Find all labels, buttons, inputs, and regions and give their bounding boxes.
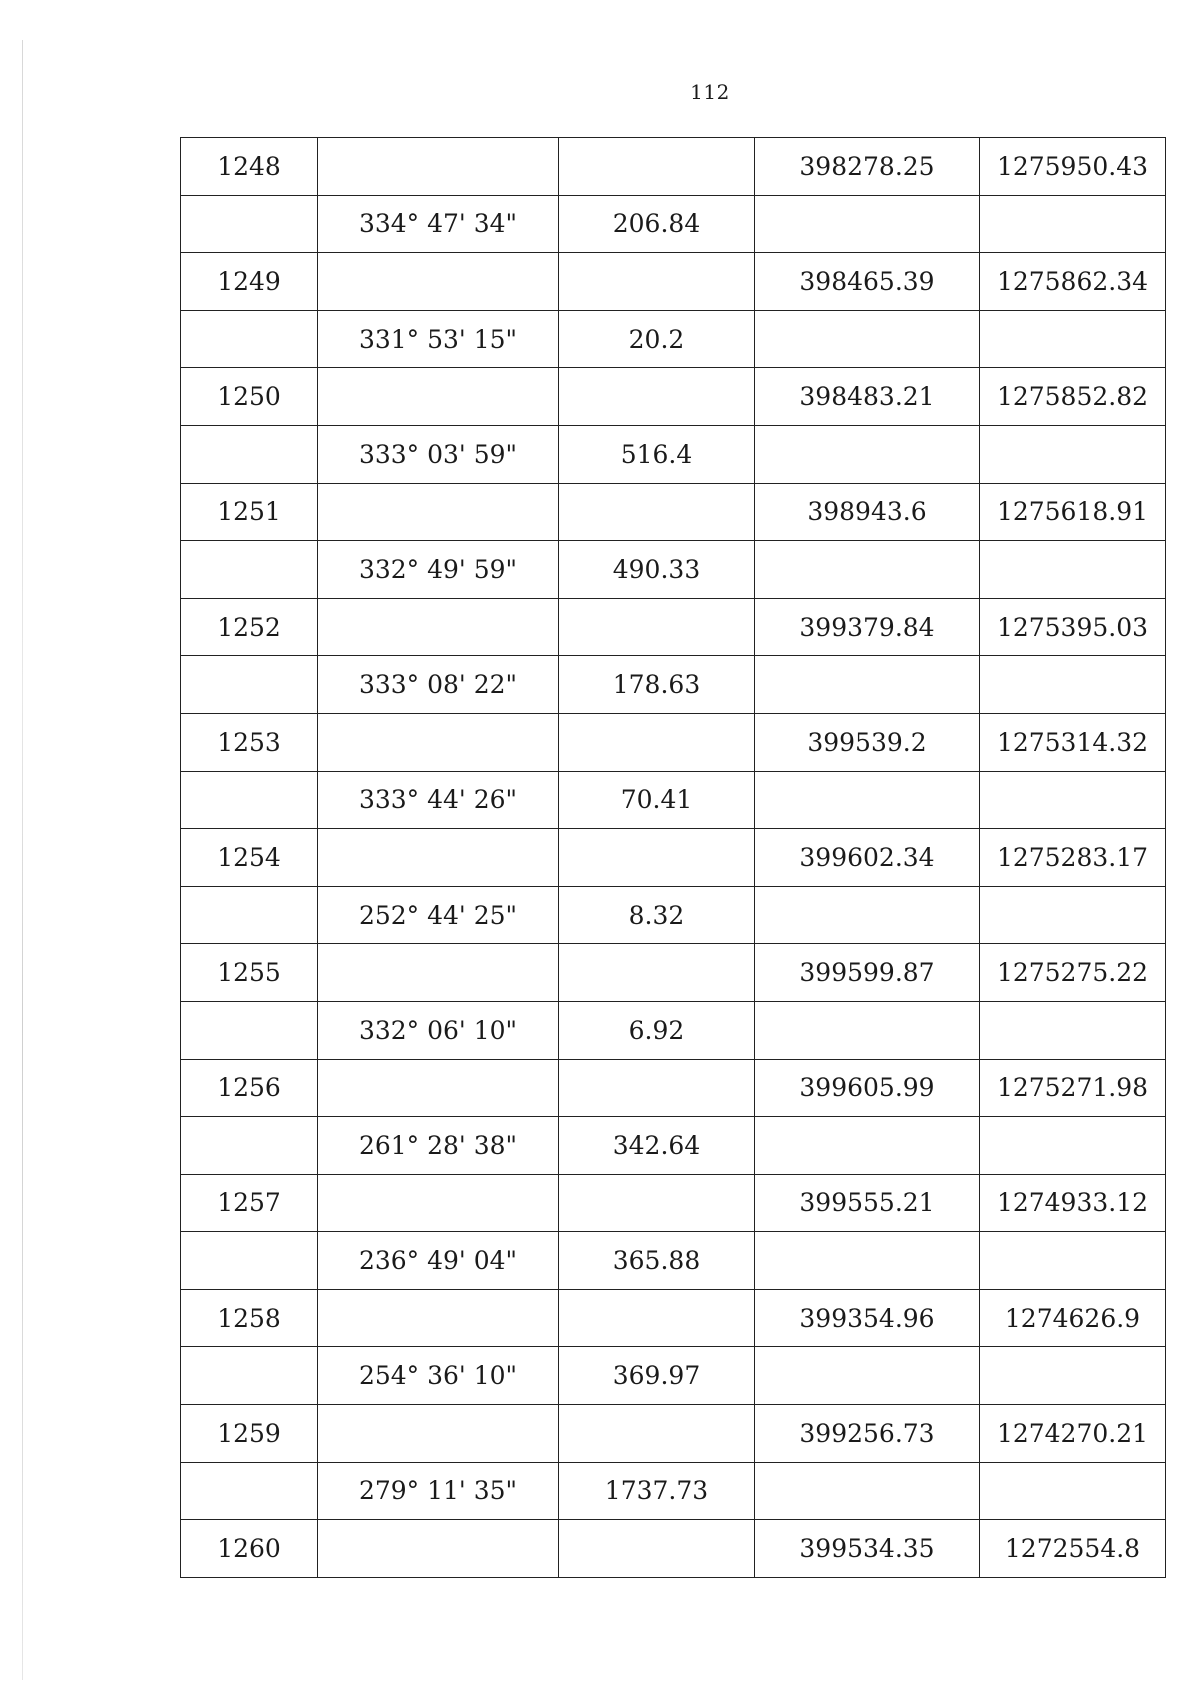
northing-cell bbox=[755, 1462, 980, 1520]
station-cell bbox=[181, 1232, 318, 1290]
northing-cell: 399602.34 bbox=[755, 829, 980, 887]
distance-cell: 1737.73 bbox=[559, 1462, 755, 1520]
distance-cell: 369.97 bbox=[559, 1347, 755, 1405]
station-cell bbox=[181, 425, 318, 483]
northing-cell: 399605.99 bbox=[755, 1059, 980, 1117]
distance-cell bbox=[559, 713, 755, 771]
station-cell: 1257 bbox=[181, 1174, 318, 1232]
easting-cell bbox=[980, 1347, 1166, 1405]
distance-cell: 206.84 bbox=[559, 195, 755, 253]
station-row bbox=[181, 1289, 1166, 1347]
distance-cell bbox=[559, 598, 755, 656]
station-row bbox=[181, 1520, 1166, 1578]
northing-cell bbox=[755, 1347, 980, 1405]
easting-cell bbox=[980, 1462, 1166, 1520]
distance-cell: 20.2 bbox=[559, 310, 755, 368]
easting-cell bbox=[980, 425, 1166, 483]
station-row bbox=[181, 1405, 1166, 1463]
distance-cell bbox=[559, 138, 755, 196]
bearing-cell bbox=[318, 253, 559, 311]
station-row bbox=[181, 944, 1166, 1002]
station-cell: 1259 bbox=[181, 1405, 318, 1463]
course-row bbox=[181, 1117, 1166, 1175]
bearing-cell bbox=[318, 944, 559, 1002]
distance-cell bbox=[559, 253, 755, 311]
bearing-cell bbox=[318, 483, 559, 541]
course-row bbox=[181, 425, 1166, 483]
station-row bbox=[181, 1174, 1166, 1232]
station-row bbox=[181, 598, 1166, 656]
distance-cell: 178.63 bbox=[559, 656, 755, 714]
station-cell: 1250 bbox=[181, 368, 318, 426]
bearing-cell: 279° 11' 35" bbox=[318, 1462, 559, 1520]
bearing-cell bbox=[318, 138, 559, 196]
station-row bbox=[181, 368, 1166, 426]
station-cell bbox=[181, 771, 318, 829]
course-row bbox=[181, 1232, 1166, 1290]
station-cell bbox=[181, 886, 318, 944]
northing-cell bbox=[755, 886, 980, 944]
northing-cell bbox=[755, 541, 980, 599]
station-row bbox=[181, 138, 1166, 196]
easting-cell: 1274933.12 bbox=[980, 1174, 1166, 1232]
distance-cell bbox=[559, 829, 755, 887]
distance-cell: 516.4 bbox=[559, 425, 755, 483]
northing-cell bbox=[755, 1001, 980, 1059]
easting-cell: 1275275.22 bbox=[980, 944, 1166, 1002]
distance-cell: 490.33 bbox=[559, 541, 755, 599]
distance-cell bbox=[559, 944, 755, 1002]
station-row bbox=[181, 713, 1166, 771]
station-cell: 1249 bbox=[181, 253, 318, 311]
course-row bbox=[181, 541, 1166, 599]
station-cell: 1251 bbox=[181, 483, 318, 541]
survey-coordinates-table bbox=[180, 137, 1166, 1578]
station-cell bbox=[181, 1347, 318, 1405]
bearing-cell: 261° 28' 38" bbox=[318, 1117, 559, 1175]
northing-cell: 399534.35 bbox=[755, 1520, 980, 1578]
easting-cell: 1274270.21 bbox=[980, 1405, 1166, 1463]
course-row bbox=[181, 195, 1166, 253]
bearing-cell bbox=[318, 598, 559, 656]
course-row bbox=[181, 656, 1166, 714]
bearing-cell: 331° 53' 15" bbox=[318, 310, 559, 368]
northing-cell: 399379.84 bbox=[755, 598, 980, 656]
bearing-cell bbox=[318, 1174, 559, 1232]
northing-cell bbox=[755, 656, 980, 714]
station-cell bbox=[181, 195, 318, 253]
station-cell bbox=[181, 1462, 318, 1520]
easting-cell bbox=[980, 541, 1166, 599]
bearing-cell bbox=[318, 1289, 559, 1347]
distance-cell: 70.41 bbox=[559, 771, 755, 829]
distance-cell bbox=[559, 1289, 755, 1347]
distance-cell bbox=[559, 1059, 755, 1117]
station-cell bbox=[181, 1117, 318, 1175]
bearing-cell: 254° 36' 10" bbox=[318, 1347, 559, 1405]
course-row bbox=[181, 310, 1166, 368]
table-body bbox=[181, 138, 1166, 1578]
northing-cell: 398465.39 bbox=[755, 253, 980, 311]
northing-cell: 399539.2 bbox=[755, 713, 980, 771]
northing-cell bbox=[755, 195, 980, 253]
station-cell: 1258 bbox=[181, 1289, 318, 1347]
easting-cell bbox=[980, 1117, 1166, 1175]
distance-cell bbox=[559, 368, 755, 426]
easting-cell: 1275950.43 bbox=[980, 138, 1166, 196]
distance-cell bbox=[559, 1174, 755, 1232]
station-cell: 1260 bbox=[181, 1520, 318, 1578]
distance-cell: 342.64 bbox=[559, 1117, 755, 1175]
easting-cell bbox=[980, 771, 1166, 829]
easting-cell: 1272554.8 bbox=[980, 1520, 1166, 1578]
distance-cell: 365.88 bbox=[559, 1232, 755, 1290]
bearing-cell bbox=[318, 368, 559, 426]
station-row bbox=[181, 483, 1166, 541]
course-row bbox=[181, 1001, 1166, 1059]
easting-cell: 1275271.98 bbox=[980, 1059, 1166, 1117]
station-row bbox=[181, 253, 1166, 311]
course-row bbox=[181, 771, 1166, 829]
distance-cell: 6.92 bbox=[559, 1001, 755, 1059]
northing-cell: 399354.96 bbox=[755, 1289, 980, 1347]
bearing-cell: 333° 44' 26" bbox=[318, 771, 559, 829]
station-cell bbox=[181, 656, 318, 714]
station-cell: 1248 bbox=[181, 138, 318, 196]
easting-cell: 1275862.34 bbox=[980, 253, 1166, 311]
bearing-cell bbox=[318, 829, 559, 887]
easting-cell bbox=[980, 1232, 1166, 1290]
northing-cell: 399599.87 bbox=[755, 944, 980, 1002]
station-cell: 1253 bbox=[181, 713, 318, 771]
northing-cell: 399555.21 bbox=[755, 1174, 980, 1232]
bearing-cell: 333° 08' 22" bbox=[318, 656, 559, 714]
bearing-cell: 332° 06' 10" bbox=[318, 1001, 559, 1059]
station-cell: 1252 bbox=[181, 598, 318, 656]
station-cell bbox=[181, 1001, 318, 1059]
easting-cell bbox=[980, 656, 1166, 714]
station-row bbox=[181, 1059, 1166, 1117]
easting-cell: 1275283.17 bbox=[980, 829, 1166, 887]
bearing-cell bbox=[318, 1405, 559, 1463]
northing-cell bbox=[755, 425, 980, 483]
distance-cell bbox=[559, 483, 755, 541]
course-row bbox=[181, 886, 1166, 944]
distance-cell bbox=[559, 1405, 755, 1463]
easting-cell bbox=[980, 886, 1166, 944]
northing-cell bbox=[755, 310, 980, 368]
easting-cell: 1275314.32 bbox=[980, 713, 1166, 771]
bearing-cell bbox=[318, 1520, 559, 1578]
bearing-cell: 332° 49' 59" bbox=[318, 541, 559, 599]
northing-cell: 399256.73 bbox=[755, 1405, 980, 1463]
bearing-cell: 252° 44' 25" bbox=[318, 886, 559, 944]
page-number: 112 bbox=[690, 80, 730, 104]
course-row bbox=[181, 1462, 1166, 1520]
northing-cell bbox=[755, 1117, 980, 1175]
northing-cell: 398483.21 bbox=[755, 368, 980, 426]
northing-cell bbox=[755, 771, 980, 829]
bearing-cell: 333° 03' 59" bbox=[318, 425, 559, 483]
northing-cell: 398278.25 bbox=[755, 138, 980, 196]
easting-cell bbox=[980, 1001, 1166, 1059]
station-cell: 1254 bbox=[181, 829, 318, 887]
easting-cell: 1274626.9 bbox=[980, 1289, 1166, 1347]
bearing-cell bbox=[318, 713, 559, 771]
easting-cell: 1275395.03 bbox=[980, 598, 1166, 656]
course-row bbox=[181, 1347, 1166, 1405]
bearing-cell: 334° 47' 34" bbox=[318, 195, 559, 253]
distance-cell: 8.32 bbox=[559, 886, 755, 944]
bearing-cell: 236° 49' 04" bbox=[318, 1232, 559, 1290]
station-row bbox=[181, 829, 1166, 887]
easting-cell bbox=[980, 310, 1166, 368]
station-cell: 1256 bbox=[181, 1059, 318, 1117]
easting-cell: 1275618.91 bbox=[980, 483, 1166, 541]
station-cell: 1255 bbox=[181, 944, 318, 1002]
easting-cell: 1275852.82 bbox=[980, 368, 1166, 426]
distance-cell bbox=[559, 1520, 755, 1578]
northing-cell: 398943.6 bbox=[755, 483, 980, 541]
station-cell bbox=[181, 541, 318, 599]
bearing-cell bbox=[318, 1059, 559, 1117]
scan-edge-line bbox=[22, 40, 23, 1680]
northing-cell bbox=[755, 1232, 980, 1290]
station-cell bbox=[181, 310, 318, 368]
easting-cell bbox=[980, 195, 1166, 253]
